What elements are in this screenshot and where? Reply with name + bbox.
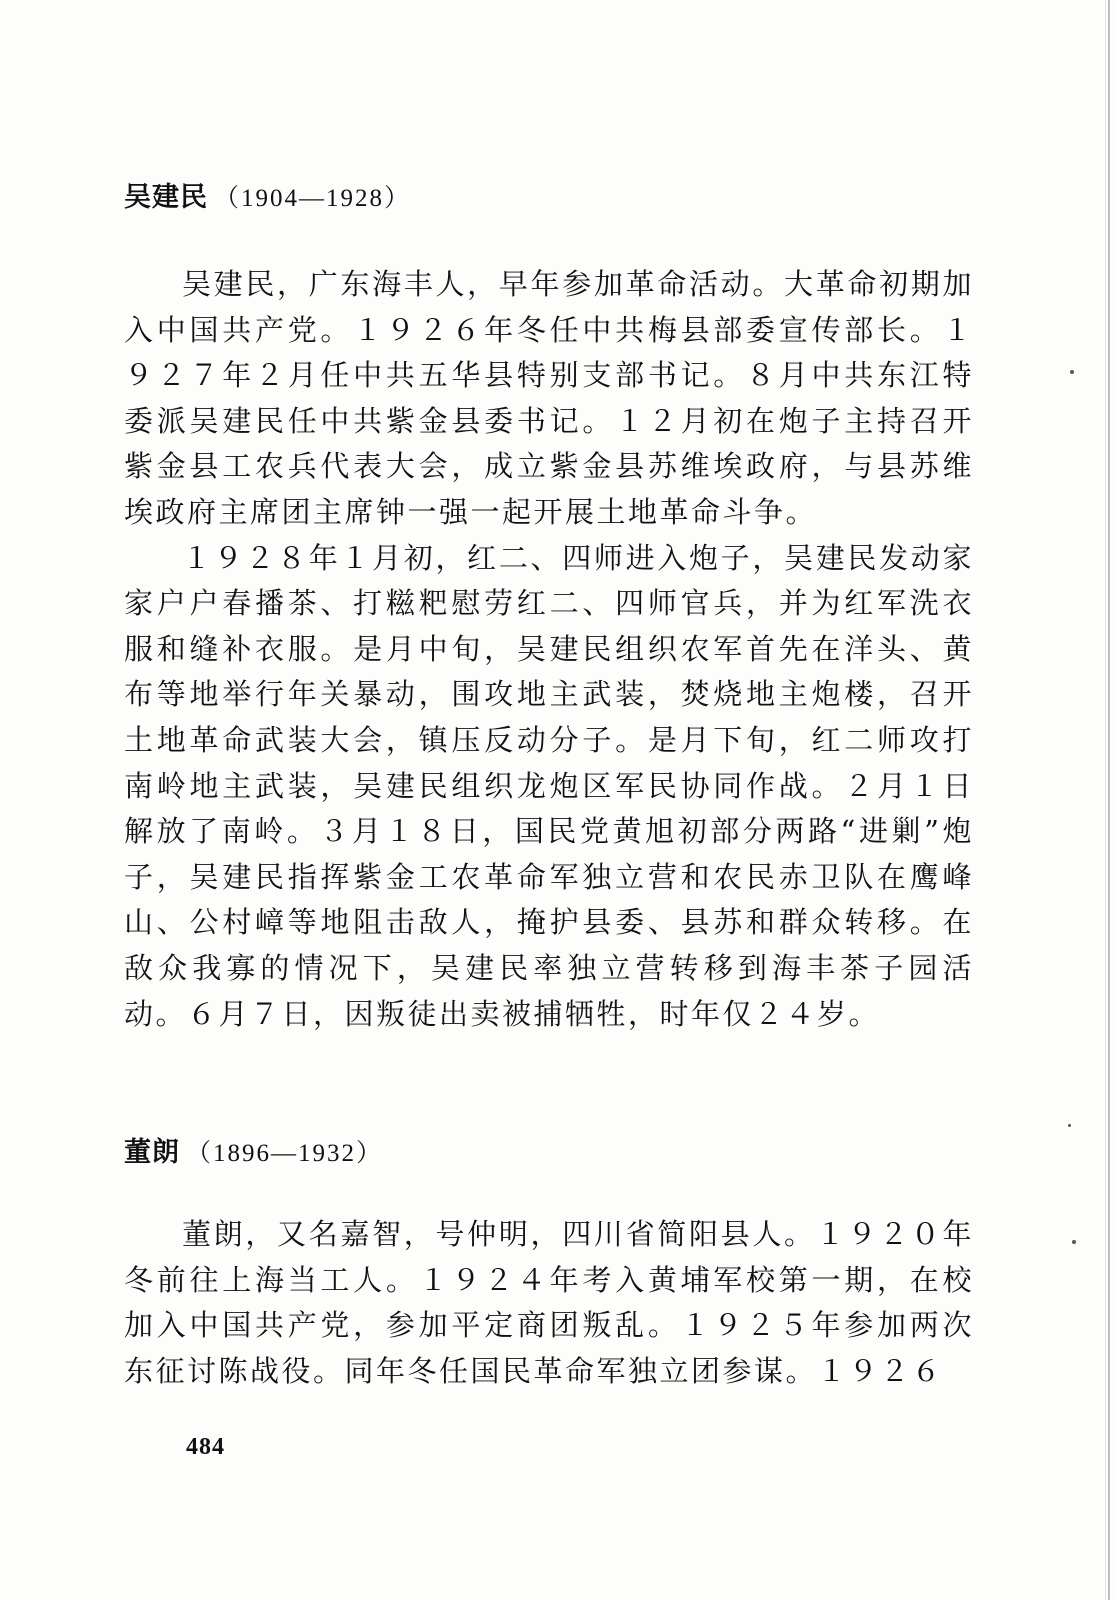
biography-heading [124,1135,383,1172]
person-name: 董朗 [124,1137,180,1168]
page-number: 484 [186,1434,225,1460]
page-edge-shadow [1108,0,1110,1600]
paragraph: １９２８年１月初，红二、四师进入炮子，吴建民发动家家户户春播茶、打糍粑慰劳红二、四师官兵，并为红军洗衣服和缝补衣服。是月中旬，吴建民组织农军首先在洋头、黄布等地举行年关暴动，围攻地主武装，焚烧地主炮楼，召开土地革命武装大会，镇压反动分子。是月下旬，红二师攻打南岭地主武装，吴建民组织龙炮区军民协同作战。２月１日解放了南岭。３月１８日，国民党黄旭初部分两路“进剿”炮子，吴建民指挥紫金工农革命军独立营和农民赤卫队在鹰峰山、公村嶂等地阻击敌人，掩护县委、县苏和群众转移。在敌众我寡的情况下，吴建民率独立营转移到海丰茶子园活动。６月７日，因叛徒出卖被捕牺牲，时年仅２４岁。 [124,540,974,1031]
scan-speck [1072,1240,1076,1244]
biography-body [124,1212,974,1394]
paragraph: 吴建民，广东海丰人，早年参加革命活动。大革命初期加入中国共产党。１９２６年冬任中共梅县部委宣传部长。１９２７年２月任中共五华县特别支部书记。８月中共东江特委派吴建民任中共紫金县委书记。１２月初在炮子主持召开紫金县工农兵代表大会，成立紫金县苏维埃政府，与县苏维埃政府主席团主席钟一强一起开展土地革命斗争。 [124,267,974,529]
scan-speck [1068,1124,1071,1127]
page-edge-shadow-inner [1105,0,1106,1600]
scan-speck [1070,370,1074,374]
biography-heading [124,180,411,217]
life-years: （1904—1928） [214,185,412,212]
paragraph: 董朗，又名嘉智，号仲明，四川省简阳县人。１９２０年冬前往上海当工人。１９２４年考入黄埔军校第一期，在校加入中国共产党，参加平定商团叛乱。１９２５年参加两次东征讨陈战役。同年冬任国民革命军独立团参谋。１９２６ [124,1217,974,1388]
biography-body [124,262,974,1037]
person-name: 吴建民 [124,182,208,213]
life-years: （1896—1932） [186,1140,384,1167]
